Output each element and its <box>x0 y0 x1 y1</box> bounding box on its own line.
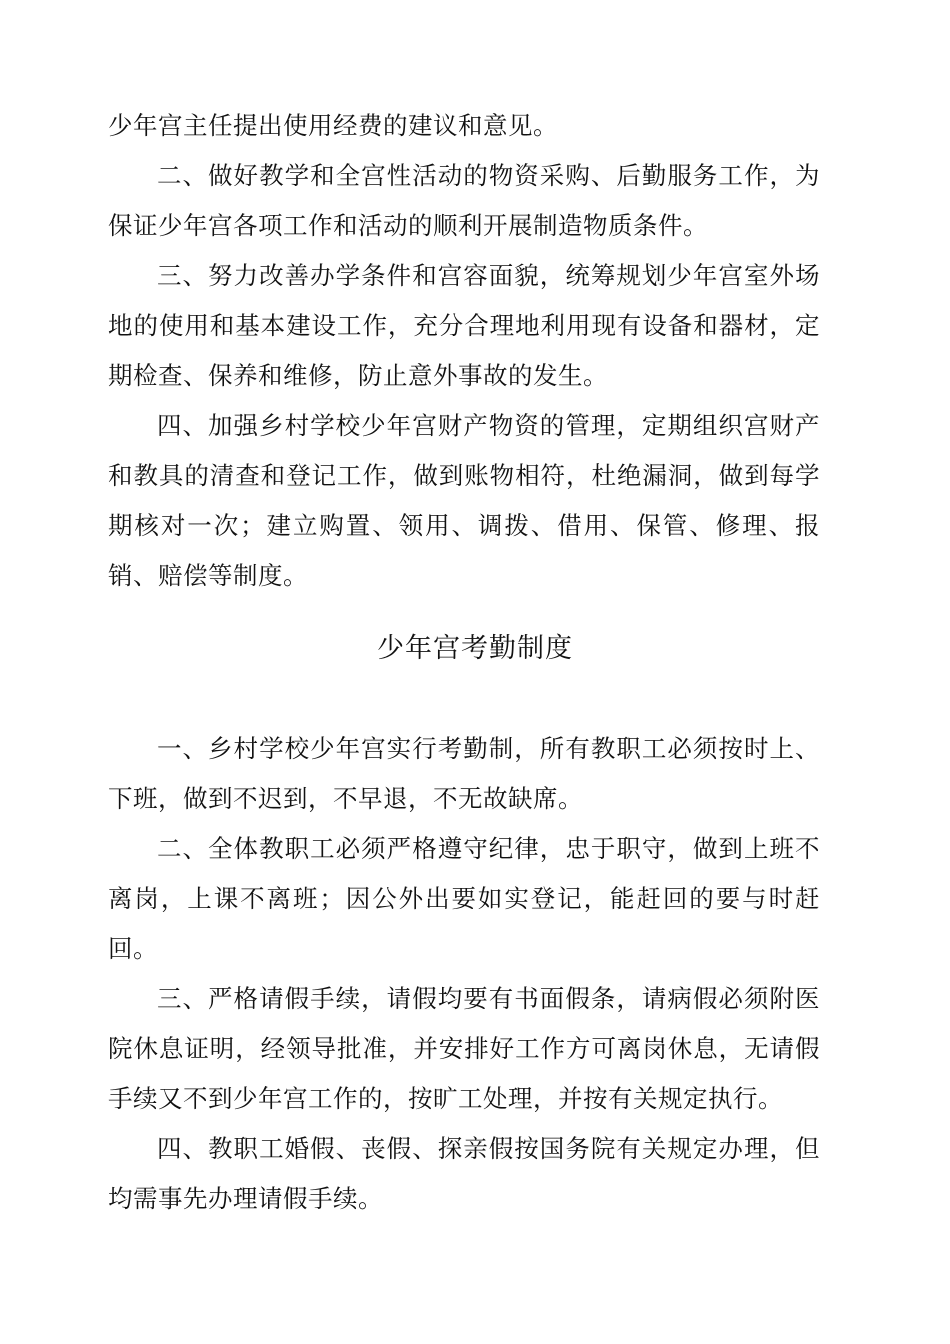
paragraph-item-2: 二、做好教学和全宫性活动的物资采购、后勤服务工作，为保证少年宫各项工作和活动的顺利开展制造物质条件。 <box>108 161 820 240</box>
attendance-item-1: 一、乡村学校少年宫实行考勤制，所有教职工必须按时上、下班，做到不迟到，不早退，不无故缺席。 <box>108 734 820 813</box>
paragraph-item-4: 四、加强乡村学校少年宫财产物资的管理，定期组织宫财产和教具的清查和登记工作，做到账物相符，杜绝漏洞，做到每学期核对一次；建立购置、领用、调拨、借用、保管、修理、报销、赔偿等制度。 <box>108 411 820 590</box>
paragraph-continuation: 少年宫主任提出使用经费的建议和意见。 <box>108 111 558 140</box>
attendance-item-4: 四、教职工婚假、丧假、探亲假按国务院有关规定办理，但均需事先办理请假手续。 <box>108 1134 820 1213</box>
section-title: 少年宫考勤制度 <box>377 633 573 664</box>
attendance-item-2: 二、全体教职工必须严格遵守纪律，忠于职守，做到上班不离岗，上课不离班；因公外出要如实登记，能赶回的要与时赶回。 <box>108 834 820 963</box>
attendance-item-3: 三、严格请假手续，请假均要有书面假条，请病假必须附医院休息证明，经领导批准，并安排好工作方可离岗休息，无请假手续又不到少年宫工作的，按旷工处理，并按有关规定执行。 <box>108 984 820 1113</box>
paragraph-item-3: 三、努力改善办学条件和宫容面貌，统筹规划少年宫室外场地的使用和基本建设工作，充分合理地利用现有设备和器材，定期检查、保养和维修，防止意外事故的发生。 <box>108 261 820 390</box>
